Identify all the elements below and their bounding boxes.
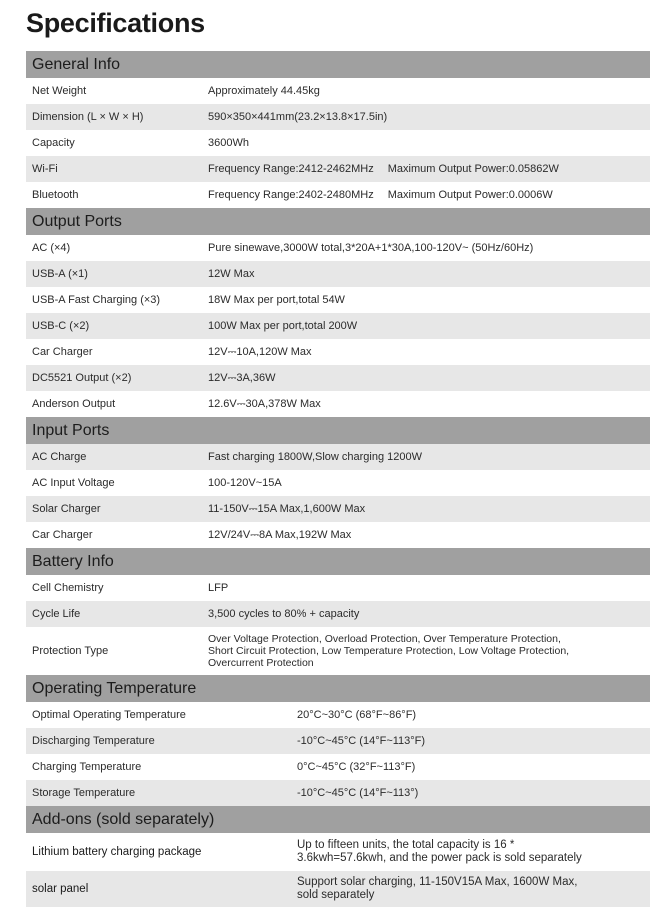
table-row <box>26 156 650 182</box>
table-row <box>26 235 650 261</box>
spec-value <box>208 189 650 201</box>
table-row <box>26 871 650 907</box>
spec-value: 0°C~45°C (32°F~113°F) <box>297 761 416 773</box>
table-row <box>26 261 650 287</box>
spec-label: USB-A Fast Charging (×3) <box>32 294 161 306</box>
table-row <box>26 575 650 601</box>
section-header-battery-info: Battery Info <box>26 548 650 575</box>
spec-label: Charging Temperature <box>32 761 142 773</box>
spec-value: 12W Max <box>208 268 255 280</box>
spec-label: USB-C (×2) <box>32 320 90 332</box>
section-header-operating-temperature: Operating Temperature <box>26 675 650 702</box>
section-header-input-ports: Input Ports <box>26 417 650 444</box>
spec-label: Lithium battery charging package <box>32 846 202 858</box>
spec-label: Bluetooth <box>32 189 79 201</box>
spec-label: Storage Temperature <box>32 787 136 799</box>
spec-value: Approximately 44.45kg <box>208 85 320 97</box>
table-row <box>26 182 650 208</box>
spec-value: Support solar charging, 11-150V15A Max, 1600W Max, sold separately <box>297 876 578 901</box>
spec-label: Cell Chemistry <box>32 582 104 594</box>
spec-value: Up to fifteen units, the total capacity is 16 * 3.6kwh=57.6kwh, and the power pack is sold separately <box>297 839 582 864</box>
table-row <box>26 470 650 496</box>
frequency-range-text: Frequency Range:2402-2480MHz <box>208 189 374 201</box>
spec-value: -10°C~45°C (14°F~113°) <box>297 787 419 799</box>
table-row <box>26 702 650 728</box>
spec-label: Wi-Fi <box>32 163 58 175</box>
table-row <box>26 754 650 780</box>
spec-label: Car Charger <box>32 529 93 541</box>
spec-label: Anderson Output <box>32 398 116 410</box>
table-row <box>26 339 650 365</box>
max-output-power-text: Maximum Output Power:0.05862W <box>387 163 559 175</box>
spec-label: Protection Type <box>32 645 109 657</box>
spec-value: Pure sinewave,3000W total,3*20A+1*30A,100-120V~ (50Hz/60Hz) <box>208 242 534 254</box>
table-row <box>26 780 650 806</box>
spec-value: 3600Wh <box>208 137 249 149</box>
spec-value: 12V⎓3A,36W <box>208 372 276 384</box>
spec-label: Net Weight <box>32 85 87 97</box>
spec-label: Solar Charger <box>32 503 101 515</box>
spec-label: USB-A (×1) <box>32 268 88 280</box>
section-header-add-ons: Add-ons (sold separately) <box>26 806 650 833</box>
table-row <box>26 833 650 871</box>
spec-value: 18W Max per port,total 54W <box>208 294 345 306</box>
spec-value: 20°C~30°C (68°F~86°F) <box>297 709 417 721</box>
table-row <box>26 104 650 130</box>
spec-value: -10°C~45°C (14°F~113°F) <box>297 735 426 747</box>
spec-label: solar panel <box>32 883 89 895</box>
table-row <box>26 627 650 675</box>
spec-value <box>208 163 650 175</box>
spec-value: Fast charging 1800W,Slow charging 1200W <box>208 451 423 463</box>
table-row <box>26 444 650 470</box>
table-row <box>26 130 650 156</box>
spec-label: DC5521 Output (×2) <box>32 372 132 384</box>
spec-label: AC (×4) <box>32 242 71 254</box>
spec-value: 12V/24V⎓8A Max,192W Max <box>208 529 352 541</box>
spec-label: Car Charger <box>32 346 93 358</box>
table-row <box>26 313 650 339</box>
spec-table <box>26 51 650 907</box>
spec-value: 12V⎓10A,120W Max <box>208 346 312 358</box>
table-row <box>26 365 650 391</box>
section-header-general-info: General Info <box>26 51 650 78</box>
table-row <box>26 391 650 417</box>
table-row <box>26 522 650 548</box>
table-row <box>26 287 650 313</box>
section-header-output-ports: Output Ports <box>26 208 650 235</box>
page-title: Specifications <box>26 8 205 38</box>
spec-value: 100W Max per port,total 200W <box>208 320 358 332</box>
spec-value: 3,500 cycles to 80% + capacity <box>208 608 360 620</box>
spec-value: 590×350×441mm(23.2×13.8×17.5in) <box>208 111 388 123</box>
spec-value: LFP <box>208 582 229 594</box>
spec-value: 100-120V~15A <box>208 477 282 489</box>
spec-label: Optimal Operating Temperature <box>32 709 186 721</box>
spec-label: AC Charge <box>32 451 87 463</box>
table-row <box>26 728 650 754</box>
table-row <box>26 78 650 104</box>
spec-value: Over Voltage Protection, Overload Protection, Over Temperature Protection, Short Circuit Protection, Low Temperature Protection, Low Voltage Protection, Overcurrent Protection <box>208 633 570 669</box>
spec-value: 11-150V⎓15A Max,1,600W Max <box>208 503 366 515</box>
spec-label: Dimension (L × W × H) <box>32 111 144 123</box>
spec-label: Capacity <box>32 137 75 149</box>
max-output-power-text: Maximum Output Power:0.0006W <box>387 189 553 201</box>
table-row <box>26 496 650 522</box>
spec-value: 12.6V⎓30A,378W Max <box>208 398 321 410</box>
table-row <box>26 601 650 627</box>
frequency-range-text: Frequency Range:2412-2462MHz <box>208 163 374 175</box>
spec-label: Discharging Temperature <box>32 735 155 747</box>
spec-label: AC Input Voltage <box>32 477 115 489</box>
spec-label: Cycle Life <box>32 608 81 620</box>
